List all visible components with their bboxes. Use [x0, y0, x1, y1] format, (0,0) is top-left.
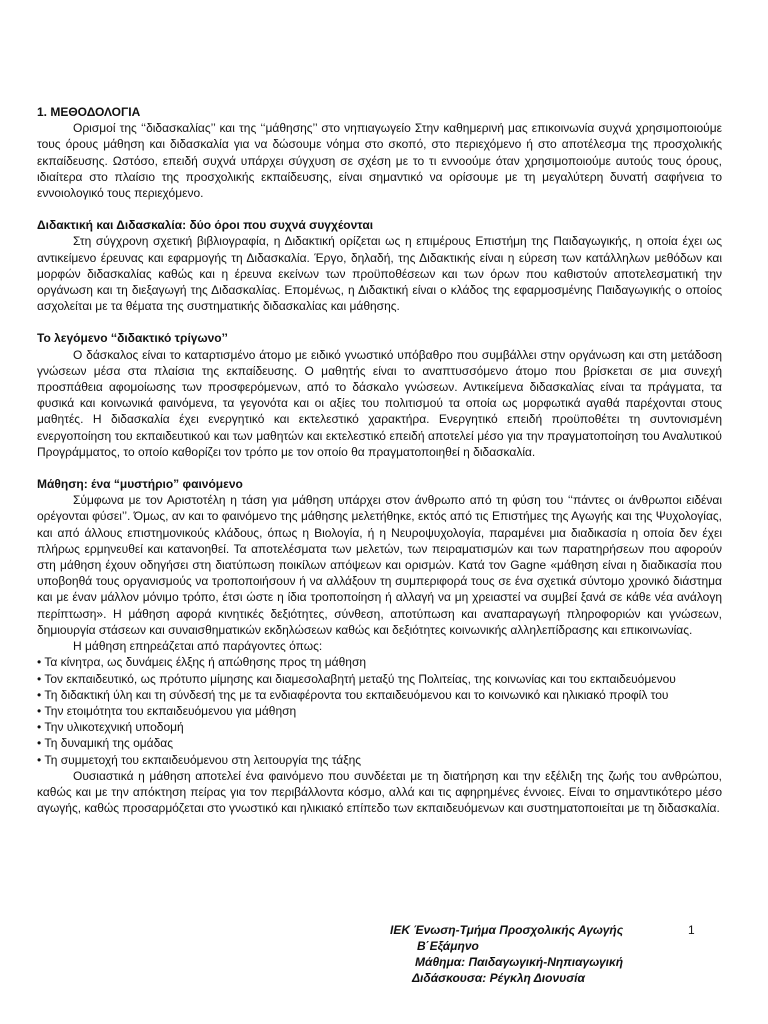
spacer	[37, 314, 722, 330]
factors-intro: Η μάθηση επηρεάζεται από παράγοντες όπως:	[73, 639, 323, 654]
spacer	[37, 460, 722, 476]
footer-course: Μάθημα: Παιδαγωγική-Νηπιαγωγική	[415, 955, 624, 969]
footer-semester: Β΄Εξάμηνο	[417, 939, 479, 953]
document-page	[37, 104, 722, 816]
section-heading-methodology: 1. ΜΕΘΟΔΟΛΟΓΙΑ	[37, 105, 141, 119]
section-heading-learning: Μάθηση: ένα “μυστήριο” φαινόμενο	[37, 477, 243, 492]
list-item: • Τον εκπαιδευτικό, ως πρότυπο μίμησης και διαμεσολαβητή μεταξύ της Πολιτείας, της κοινωνίας και του εκπαιδευόμενου	[37, 671, 676, 686]
paragraph-learning: Σύμφωνα με τον Αριστοτέλη η τάση για μάθηση υπάρχει στον άνθρωπο από τη φύση του ‘‘πάντες οι άνθρωποι ειδέναι ορέγονται φύσει’’. Όμως, αν και το φαινόμενο της μάθησης μελετήθηκε, εκτός από τις Επιστήμες της Αγωγής και της Ψυχολογίας, και από άλλους επιστημονικούς κλάδους, όπως η Βιολογία, ή η Νευροψυχολογία, παραμένει μια διαδικασία η οποία δεν έχει πλήρως ερμηνευθεί και κατανοηθεί. Τα αποτελέσματα των μελετών, των πειραματισμών και των παρατηρήσεων που αφορούν στη μάθηση έχουν οδηγήσει στη διατύπωση ποικίλων απόψεων και ορισμών. Κατά τον Gagne «μάθηση είναι η διαδικασία που υποβοηθά τους οργανισμούς να τροποποιήσουν ή να αλλάξουν τη συμπεριφορά τους σε ένα σχετικά σύντομο χρονικό διάστημα και με έναν μάλλον μόνιμο τρόπο, έτσι ώστε η ίδια τροποποίηση ή αλλαγή να μη χρειαστεί να συμβεί ξανά σε κάθε νέα ανάλογη περίπτωση». Η μάθηση αφορά κινητικές δεξιότητες, σύνθεση, αποτύπωση και αναπαραγωγή πληροφοριών και γνώσεων, δημιουργία στάσεων και συναισθηματικών εκδηλώσεων καθώς και δεξιότητες κοινωνικής αλληλεπίδρασης και επικοινωνίας.	[37, 493, 722, 637]
list-item: • Τη διδακτική ύλη και τη σύνδεσή της με τα ενδιαφέροντα του εκπαιδευόμενου και το κοινωνικό και ηλικιακό προφίλ του	[37, 687, 669, 702]
list-item: • Την ετοιμότητα του εκπαιδευόμενου για μάθηση	[37, 703, 297, 718]
section-heading-triangle: Το λεγόμενο ‘‘διδακτικό τρίγωνο’’	[37, 331, 228, 346]
list-item: • Τη συμμετοχή του εκπαιδευόμενου στη λειτουργία της τάξης	[37, 752, 362, 767]
paragraph-didactics: Στη σύγχρονη σχετική βιβλιογραφία, η Διδακτική ορίζεται ως η επιμέρους Επιστήμη της Παιδαγωγικής, η οποία έχει ως αντικείμενο έρευνας και εφαρμογής τη Διδασκαλία. Έργο, δηλαδή, της Διδακτικής είναι η εύρεση των κατάλληλων μεθόδων και μορφών διδασκαλίας καθώς και η έρευνα εκείνων των προϋποθέσεων και των όρων που καθιστούν αποτελεσματική την οργάνωση και τη διεξαγωγή της Διδασκαλίας. Επομένως, η Διδακτική είναι ο κλάδος της εφαρμοσμένης Παιδαγωγικής ο οποίος ασχολείται με τα θέματα της συστηματικής διδασκαλίας και μάθησης.	[37, 234, 722, 314]
list-item: • Την υλικοτεχνική υποδομή	[37, 720, 184, 735]
section-heading-didactics: Διδακτική και Διδασκαλία: δύο όροι που συχνά συγχέονται	[37, 218, 374, 233]
footer	[390, 922, 623, 986]
paragraph-closing: Ουσιαστικά η μάθηση αποτελεί ένα φαινόμενο που συνδέεται με τη διατήρηση και την εξέλιξη της ζωής του ανθρώπου, καθώς και με την απόκτηση πείρας για τον περιβάλλοντα κόσμο, αλλά και τις αφηρημένες έννοιες. Είναι το σημαντικότερο μέσο αγωγής, καθώς προσαρμόζεται στο γνωστικό και ηλικιακό επίπεδο των εκπαιδευόμενων και συστηματοποιείται με τη διδασκαλία.	[37, 768, 722, 816]
paragraph-methodology: Ορισμοί της ‘‘διδασκαλίας’’ και της ‘‘μάθησης’’ στο νηπιαγωγείο Στην καθημερινή μας επικοινωνία συχνά χρησιμοποιούμε τους όρους μάθηση και διδασκαλία για να δώσουμε νόημα στο σκοπό, στο περιεχόμενο ή στο αποτέλεσμα της προσχολικής εκπαίδευσης. Ωστόσο, επειδή συχνά υπάρχει σύγχυση σε σχέση με το τι εννοούμε όταν χρησιμοποιούμε αυτούς τους όρους, ιδιαίτερα στο πλαίσιο της προσχολικής εκπαίδευσης, είναι σημαντικό να ορίσουμε με τη μεγαλύτερη δυνατή σαφήνεια το εννοιολογικό τους περιεχόμενο.	[37, 121, 722, 201]
spacer	[37, 201, 722, 217]
paragraph-triangle: Ο δάσκαλος είναι το καταρτισμένο άτομο με ειδικό γνωστικό υπόβαθρο που συμβάλλει στην οργάνωση και στη μετάδοση γνώσεων μέσα στα πλαίσια της εκπαίδευσης. Ο μαθητής είναι το αναπτυσσόμενο άτομο που βρίσκεται σε μια συνεχή προσπάθεια αφομοίωσης των προσφερόμενων, από το δάσκαλο γνώσεων. Αντικείμενα διδασκαλίας είναι τα πράγματα, τα φυσικά και κοινωνικά φαινόμενα, τα γεγονότα και οι αξίες του πολιτισμού τα οποία ως μορφωτικά αγαθά παρέχονται στους μαθητές. Η διδασκαλία έχει ενεργητικό και εκτελεστικό χαρακτήρα. Ενεργητικό επειδή προϋποθέτει τη συντονισμένη ενεργοποίηση του εκπαιδευτικού και των μαθητών και εκτελεστικό επειδή αποτελεί μέσο για την πραγματοποίηση του Αναλυτικού Προγράμματος, το οποίο καθορίζει τον τρόπο με τον οποίο θα πραγματοποιηθεί η διδασκαλία.	[37, 347, 722, 459]
page-number: 1	[688, 923, 695, 937]
list-item: • Τη δυναμική της ομάδας	[37, 736, 174, 751]
footer-institution: ΙΕΚ Ένωση-Τμήμα Προσχολικής Αγωγής	[390, 923, 624, 937]
footer-instructor: Διδάσκουσα: Ρέγκλη Διονυσία	[412, 971, 585, 985]
list-item: • Τα κίνητρα, ως δυνάμεις έλξης ή απώθησης προς τη μάθηση	[37, 655, 367, 670]
